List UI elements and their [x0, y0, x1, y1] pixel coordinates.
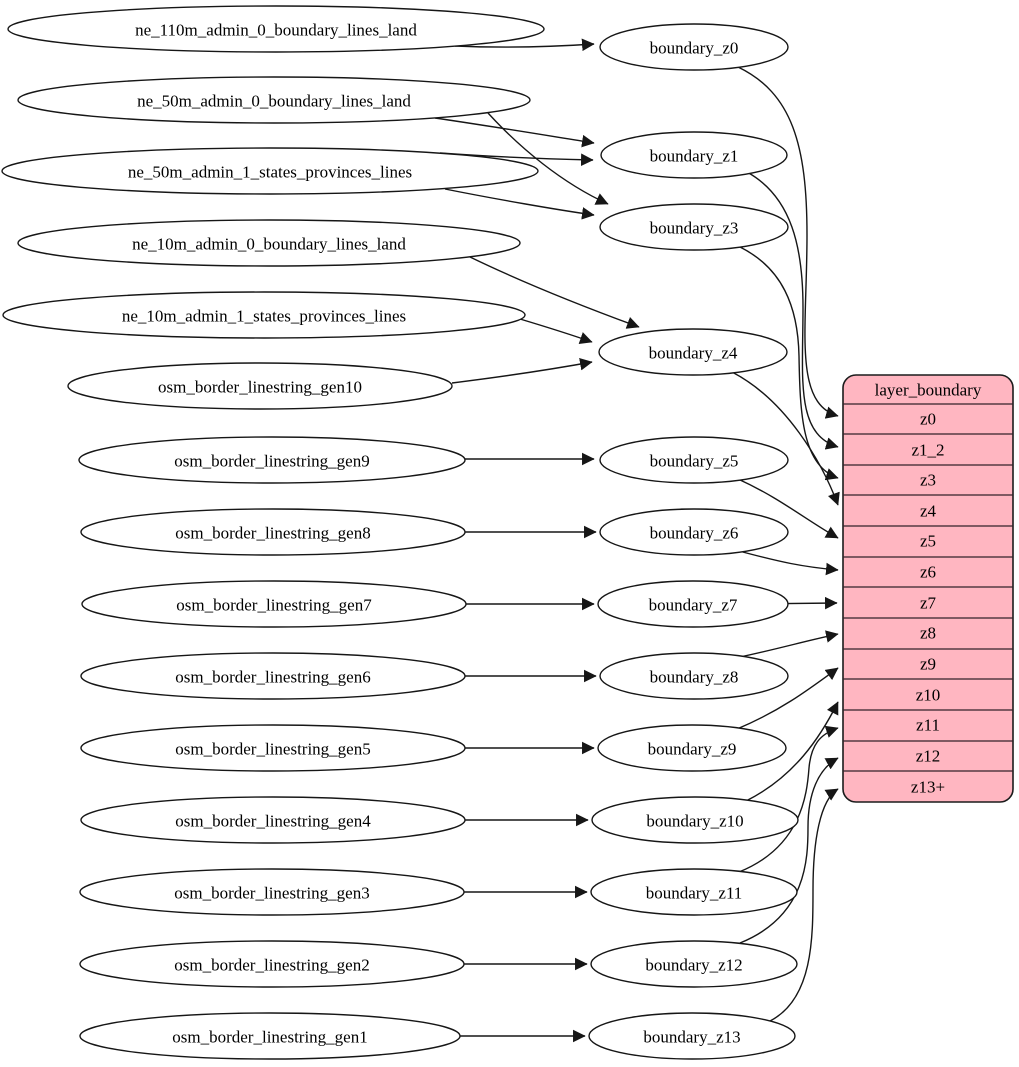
source-label: ne_10m_admin_1_states_provinces_lines [121, 306, 407, 326]
source-label: osm_border_linestring_gen10 [158, 377, 362, 397]
edge-boundary_z8-to-layer_boundary-z8 [740, 634, 838, 657]
record-row-z3: z3 [919, 470, 937, 490]
source-label: osm_border_linestring_gen7 [176, 595, 372, 615]
stage-node-boundary_z10 [592, 797, 798, 843]
source-node-osm_border_linestring_gen7 [82, 581, 466, 627]
edge-boundary_z12-to-layer_boundary-z12 [740, 758, 838, 943]
stage-label: boundary_z7 [648, 595, 738, 615]
stage-label: boundary_z9 [647, 739, 737, 759]
source-node-ne_50m_admin_1_states_provinces_lines [2, 148, 538, 194]
record-row-z4: z4 [919, 501, 937, 521]
stage-node-boundary_z8 [600, 653, 788, 699]
stage-label: boundary_z11 [645, 883, 743, 903]
source-node-ne_50m_admin_0_boundary_lines_land [18, 77, 530, 123]
source-label: osm_border_linestring_gen6 [175, 667, 371, 687]
record-row-z7: z7 [919, 593, 937, 613]
stage-label: boundary_z6 [649, 523, 739, 543]
source-label: osm_border_linestring_gen2 [174, 955, 370, 975]
source-node-osm_border_linestring_gen8 [81, 509, 465, 555]
stage-label: boundary_z3 [649, 218, 739, 238]
source-node-ne_10m_admin_0_boundary_lines_land [18, 220, 520, 266]
record-row-z6: z6 [919, 562, 937, 582]
source-node-osm_border_linestring_gen10 [68, 363, 452, 409]
stage-node-boundary_z6 [600, 509, 788, 555]
stage-node-boundary_z9 [598, 725, 786, 771]
stage-label: boundary_z1 [649, 146, 739, 166]
edge-osm_border_linestring_gen10-to-boundary_z4 [452, 362, 592, 383]
stage-node-boundary_z13 [589, 1013, 795, 1059]
stage-label: boundary_z0 [649, 38, 739, 58]
source-label: osm_border_linestring_gen4 [175, 811, 371, 831]
source-label: ne_110m_admin_0_boundary_lines_land [135, 20, 417, 40]
stage-label: boundary_z12 [645, 955, 743, 975]
stage-node-boundary_z12 [591, 941, 797, 987]
stage-node-boundary_z0 [600, 24, 788, 70]
source-label: osm_border_linestring_gen3 [174, 883, 370, 903]
record-row-z11: z11 [916, 715, 940, 735]
source-label: ne_10m_admin_0_boundary_lines_land [132, 234, 406, 254]
stage-node-boundary_z5 [600, 437, 788, 483]
source-label: ne_50m_admin_1_states_provinces_lines [127, 162, 413, 182]
source-label: osm_border_linestring_gen5 [175, 739, 371, 759]
record-row-z0: z0 [919, 409, 937, 429]
stage-nodes [589, 24, 798, 1059]
source-nodes [2, 6, 544, 1059]
stage-node-boundary_z1 [601, 132, 787, 178]
record-row-z10: z10 [915, 685, 941, 705]
record-node-layer_boundary [843, 375, 1013, 802]
record-body [843, 375, 1013, 802]
source-node-osm_border_linestring_gen2 [80, 941, 464, 987]
source-label: osm_border_linestring_gen9 [174, 451, 370, 471]
edge-boundary_z6-to-layer_boundary-z6 [739, 551, 838, 570]
source-node-osm_border_linestring_gen4 [81, 797, 465, 843]
source-label: ne_50m_admin_0_boundary_lines_land [137, 91, 411, 111]
source-node-osm_border_linestring_gen5 [81, 725, 465, 771]
stage-node-boundary_z7 [598, 581, 788, 627]
stage-label: boundary_z4 [648, 343, 738, 363]
edge-ne_50m_admin_1_states_provinces_lines-to-boundary_z3 [445, 189, 594, 215]
record-row-z12: z12 [915, 746, 941, 766]
stage-node-boundary_z4 [599, 329, 787, 375]
source-node-ne_10m_admin_1_states_provinces_lines [3, 292, 525, 338]
source-node-osm_border_linestring_gen9 [79, 437, 465, 483]
record-row-z9: z9 [919, 654, 937, 674]
stage-node-boundary_z11 [591, 869, 797, 915]
source-label: osm_border_linestring_gen8 [175, 523, 371, 543]
stage-node-boundary_z3 [600, 204, 788, 250]
source-node-osm_border_linestring_gen3 [80, 869, 464, 915]
source-label: osm_border_linestring_gen1 [172, 1027, 368, 1047]
record-row-z8: z8 [919, 623, 937, 643]
source-node-osm_border_linestring_gen6 [81, 653, 465, 699]
stage-label: boundary_z13 [643, 1027, 741, 1047]
stage-label: boundary_z5 [649, 451, 739, 471]
record-row-z5: z5 [919, 531, 937, 551]
record-row-z13plus: z13+ [910, 777, 946, 797]
edge-ne_10m_admin_1_states_provinces_lines-to-boundary_z4 [520, 319, 592, 342]
source-node-ne_110m_admin_0_boundary_lines_land [8, 6, 544, 52]
source-node-osm_border_linestring_gen1 [80, 1013, 460, 1059]
record-row-z1_2: z1_2 [911, 440, 945, 460]
stage-label: boundary_z10 [646, 811, 744, 831]
stage-label: boundary_z8 [649, 667, 739, 687]
record-title: layer_boundary [874, 380, 982, 400]
